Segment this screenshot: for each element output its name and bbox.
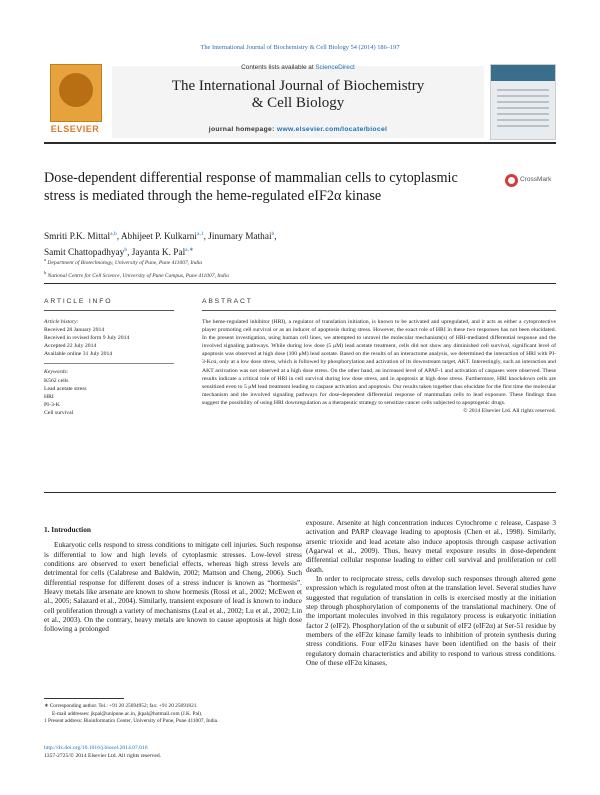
body-left-column <box>44 525 302 634</box>
footnote-corresponding: ∗ Corresponding author. Tel.: +91 20 25694952; fax: +91 20 25691821. <box>44 703 198 709</box>
elsevier-logo[interactable] <box>44 62 106 138</box>
body-paragraph: exposure. Arsenite at high concentration induces Cytochrome c release, Caspase 3 activation and PARP cleavage leading to apoptosis (Chen et al., 1998). Similarly, arsenic trioxide and lead acetate also induce apoptosis through caspase activation (Agarwal et al., 2009). Thus, heavy metal exposure results in dose-dependent differential cellular response leading to either cell survival and proliferation or cell death. <box>306 518 556 574</box>
article-info-rule <box>44 310 174 311</box>
keyword[interactable]: Lead acetate stress <box>44 385 87 392</box>
history-item: Received 28 January 2014 <box>44 327 105 334</box>
header-divider <box>44 142 556 144</box>
abstract-divider <box>44 492 556 493</box>
abstract-rule <box>202 310 556 311</box>
affiliations <box>44 255 504 281</box>
crossmark-icon <box>505 174 518 187</box>
keyword[interactable]: Cell survival <box>44 409 74 416</box>
footnotes <box>44 703 302 726</box>
keyword[interactable]: PI-3-K <box>44 401 60 408</box>
article-info-heading: ARTICLE INFO <box>44 298 113 305</box>
author[interactable]: Jayanta K. Pal <box>131 248 186 259</box>
journal-homepage: journal homepage: www.elsevier.com/locate/biocel <box>208 126 388 133</box>
keyword[interactable]: HRI <box>44 393 54 400</box>
history-item: Available online 31 July 2014 <box>44 351 113 358</box>
author[interactable]: Abhijeet P. Kulkarni <box>120 232 198 243</box>
authors-line-1: Smriti P.K. Mittal$^{a,b}$, Abhijeet P. Kulkarni$^{a,1}$, Jinumary Mathai$^b$, <box>44 231 277 243</box>
abstract-heading: ABSTRACT <box>202 298 253 305</box>
copyright-line: © 2014 Elsevier Ltd. All rights reserved. <box>463 408 556 415</box>
history-item: Received in revised form 9 July 2014 <box>44 335 130 342</box>
keyword[interactable]: K562 cells <box>44 377 69 384</box>
footnote-divider <box>44 698 124 699</box>
bottom-info <box>44 744 304 760</box>
history-item: Accepted 22 July 2014 <box>44 343 97 350</box>
keywords-label: Keywords: <box>44 369 69 376</box>
crossmark-badge[interactable]: CrossMark <box>505 174 547 188</box>
author[interactable]: Smriti P.K. Mittal <box>44 232 111 243</box>
footnote-present-address: 1 Present address: Bioinformatics Center, University of Pune, Pune 411007, India. <box>44 718 219 725</box>
author[interactable]: Samit Chattopadhyay <box>44 248 125 259</box>
journal-cover-thumbnail <box>490 64 556 140</box>
affiliation-a: $^a$ Department of Biotechnology, University of Pune, Pune 411007, India <box>44 257 203 266</box>
affiliation-divider <box>44 283 556 284</box>
section-heading-introduction: 1. Introduction <box>44 525 91 534</box>
history-label: Article history: <box>44 319 79 325</box>
doi-link[interactable]: http://dx.doi.org/10.1016/j.biocel.2014.07.016 <box>44 745 148 751</box>
homepage-link[interactable]: www.elsevier.com/locate/biocel <box>276 126 388 133</box>
elsevier-tree-icon <box>50 64 102 122</box>
article-info <box>44 318 174 417</box>
journal-header <box>44 58 556 138</box>
author[interactable]: Jinumary Mathai <box>208 232 272 243</box>
authors-line-2: Samit Chattopadhyay$^b$, Jayanta K. Pal$^{a,∗}$ <box>44 247 194 259</box>
sciencedirect-link[interactable]: ScienceDirect <box>315 64 355 71</box>
journal-title: The International Journal of Biochemistry & Cell Biology <box>171 78 425 111</box>
body-paragraph: Eukaryotic cells respond to stress conditions to mitigate cell injuries. Such response is differential to low and high levels of cytoplasmic stresses. Low-level stress conditions are observed to exert beneficial effects, whereas high stress levels are detrimental for cells (Calabrese and Baldwin, 2002; Mattson and Cheng, 2006). Such differential response for different doses of a stress inducer is known as “hormesis”. Heavy metals like arsenate are known to show hormesis (Rossi et al., 2002; McEwen et al., 2005; Salazard et al., 2004). Similarly, transient exposure of lead is known to induce cell proliferation through a variety of mechanisms (Leal et al., 2002; Lu et al., 2002; Lin et al., 2003). On the contrary, heavy metals are known to cause apoptosis at high dose following a prolonged <box>44 540 302 634</box>
body-paragraph: In order to reciprocate stress, cells develop such responses through altered gene expression which is regulated most often at the translation level. Several studies have suggested that regulation of translation in cells is exercised mostly at the initiation step through phosphorylation of components of the translational machinery. One of the important molecules involved in this regulatory process is eukaryotic initiation factor 2 (eIF2). Phosphorylation of the α subunit of eIF2 (eIF2α) at Ser-51 residue by members of the eIF2α kinase family leads to inhibition of protein synthesis during stress conditions. Four eIF2α kinases have been identified on the basis of their regulatory domain characteristics and ability to respond to various stress conditions. One of these eIF2α kinases, <box>306 574 556 668</box>
abstract-text: The heme-regulated inhibitor (HRI), a regulator of translation initiation, is known to be activated and upregulated, and it acts as either a cytoprotective player promoting cell survival or as an inducer of apoptosis during stress. However, the exact role of HRI in these two responses has not been elucidated. In the present investigation, using human cell lines, we attempted to unravel the molecular mechanism(s) of HRI-mediated differential response and the involved signaling pathways. While during low dose (5 μM) lead acetate treatment, cells did not show any diminished cell survival, significant level of apoptosis was observed at high dose (100 μM) lead acetate. Based on the results of an interactome analysis, we determined the interaction of HRI with PI-3-Kcα, only at a low dose stress, which is followed by phosphorylation and activation of its downstream target, AKT. Interestingly, such an interaction and AKT activation was not observed at a high dose stress. On the other hand, an increased level of APAF-1 and activation of caspases were observed. These results indicate a critical role of HRI in cell survival during low dose stress, and in apoptosis at high dose stress. Furthermore, HRI knockdown cells are sensitized even to 5 μM lead treatment leading to caspase activation and apoptosis. Our results taken together thus elucidate for the first time the molecular mechanism and the involved signaling pathways for dose-dependent differential response of mammalian cells to lead exposure. These findings thus suggest the possibility of using HRI downregulation as a therapeutic strategy to sensitize cancer cells subjected to apoptogenic drugs. <box>202 319 556 406</box>
footnote-email[interactable]: E-mail addresses: jkpal@unipune.ac.in, jkpal@hotmail.com (J.K. Pal). <box>52 710 203 717</box>
journal-masthead <box>112 66 484 138</box>
abstract-body <box>202 318 556 415</box>
article-title: Dose-dependent differential response of mammalian cells to cytoplasmic stress is mediated through the heme-regulated eIF2α kinase <box>44 170 458 204</box>
affiliation-b: $^b$ National Centre for Cell Science, University of Pune Campus, Pune 411007, India <box>44 269 229 279</box>
issn-line: 1357-2725/© 2014 Elsevier Ltd. All rights reserved. <box>44 753 162 759</box>
body-right-column <box>306 518 556 668</box>
contents-line: Contents lists available at ScienceDirect <box>241 64 355 71</box>
elsevier-wordmark: ELSEVIER <box>50 124 100 134</box>
journal-citation[interactable]: The International Journal of Biochemistry & Cell Biology 54 (2014) 186–197 <box>200 44 400 51</box>
